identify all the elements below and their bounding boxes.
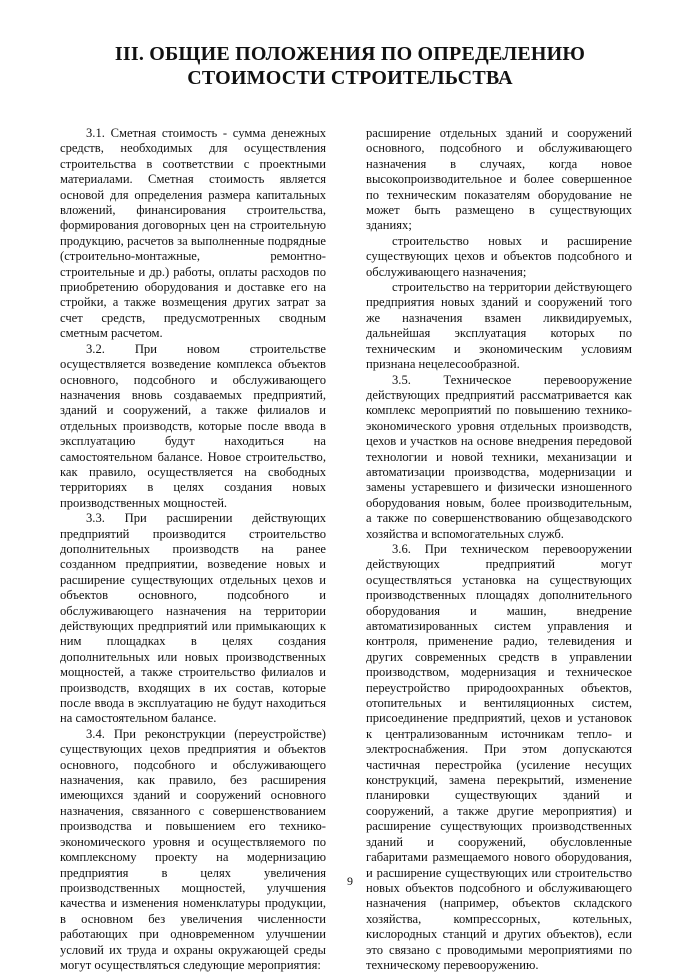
- paragraph-3-2: 3.2. При новом строительстве осуществляется возведение комплекса объектов основного, подсобного и обслуживающего назначения вновь создаваемых предприятий, зданий и сооружений, а также филиалов и отдельных производств, которые после ввода в эксплуатацию будут находиться на самостоятельном балансе. Новое строительство, как правило, осуществляется на свободных территориях в целях создания новых производственных мощностей.: [60, 341, 326, 510]
- paragraph-3-5: 3.5. Техническое перевооружение действующих предприятий рассматривается как комплекс мероприятий по повышению технико-экономического уровня отдельных производств, цехов и участков на основе внедрения передовой технологии и новой техники, механизации и автоматизации производства, модернизации и замены устаревшего и физически изношенного оборудования новым, более производительным, а также по совершенствованию общезаводского хозяйства и вспомогательных служб.: [366, 372, 632, 541]
- paragraph-3-4: 3.4. При реконструкции (переустройстве) существующих цехов предприятия и объектов основного, подсобного и обслуживающего назначения, как правило, без расширения имеющихся зданий и сооружений основного назначения, связанного с совершенствованием производства и повышением его технико-экономического уровня и осуществляемого по комплексному проекту на модернизацию предприятия в целях увеличения производственных мощностей, улучшения качества и изменения номенклатуры продукции, в основном без увеличения численности работающих при одновременном улучшении условий их труда и охраны окружающей среды могут осуществляться следующие мероприятия:: [60, 726, 326, 972]
- list-item-new-construction: строительство новых и расширение существующих цехов и объектов подсобного и обслуживающего назначения;: [366, 233, 632, 279]
- list-item-replacement-buildings: строительство на территории действующего предприятия новых зданий и сооружений того же назначения взамен ликвидируемых, дальнейшая эксплуатация которых по техническим и экономическим условиям признана нецелесообразной.: [366, 280, 632, 372]
- page-title-line-1: III. ОБЩИЕ ПОЛОЖЕНИЯ ПО ОПРЕДЕЛЕНИЮ: [114, 43, 586, 65]
- page-title: [0, 42, 700, 90]
- left-column: [60, 126, 326, 973]
- page-number: 9: [347, 874, 353, 888]
- paragraph-3-6: 3.6. При техническом перевооружении действующих предприятий могут осуществляться установка на существующих производственных площадях дополнительного оборудования и машин, внедрение автоматизированных систем управления и контроля, применение радио, телевидения и других современных средств в управлении производством, модернизация и техническое переустройство природоохранных объектов, отопительных и вентиляционных систем, присоединение предприятий, цехов и установок к централизованным источникам тепло- и электроснабжения. При этом допускаются частичная перестройка (усиление несущих конструкций, замена перекрытий, изменение планировки существующих зданий и сооружений, а также другие мероприятия) и расширение существующих производственных зданий и сооружений, обусловленные габаритами размещаемого нового оборудования, и расширение существующих или строительство новых объектов подсобного и обслуживающего назначения (например, объектов складского хозяйства, компрессорных, котельных, кислородных станций и других объектов), если это связано с проводимыми мероприятиями по техническому перевооружению.: [366, 541, 632, 972]
- paragraph-3-3: 3.3. При расширении действующих предприятий производится строительство дополнительных производств на ранее созданном предприятии, возведение новых и расширение существующих отдельных цехов и объектов основного, подсобного и обслуживающего назначения на территории действующих предприятий или примыкающих к ним площадках в целях создания дополнительных или новых производственных мощностей, а также строительство филиалов и производств, входящих в их состав, которые после ввода в эксплуатацию не будут находиться на самостоятельном балансе.: [60, 511, 326, 726]
- paragraph-3-4-continued: расширение отдельных зданий и сооружений основного, подсобного и обслуживающего назначения в случаях, когда новое высокопроизводительное и более совершенное по техническим показателям оборудование не может быть размещено в существующих зданиях;: [366, 126, 632, 233]
- right-column: [366, 126, 632, 973]
- page-title-line-2: СТОИМОСТИ СТРОИТЕЛЬСТВА: [187, 67, 513, 89]
- paragraph-3-1: 3.1. Сметная стоимость - сумма денежных средств, необходимых для осуществления строительства в соответствии с проектными материалами. Сметная стоимость является основой для определения размера капитальных вложений, финансирования строительства, формирования договорных цен на строительную продукцию, расчетов за выполненные подрядные (строительно-монтажные, ремонтно-строительные и др.) работы, оплаты расходов по приобретению оборудования и доставке его на стройки, а также возмещения других затрат за счет средств, предусмотренных сводным сметным расчетом.: [60, 126, 326, 341]
